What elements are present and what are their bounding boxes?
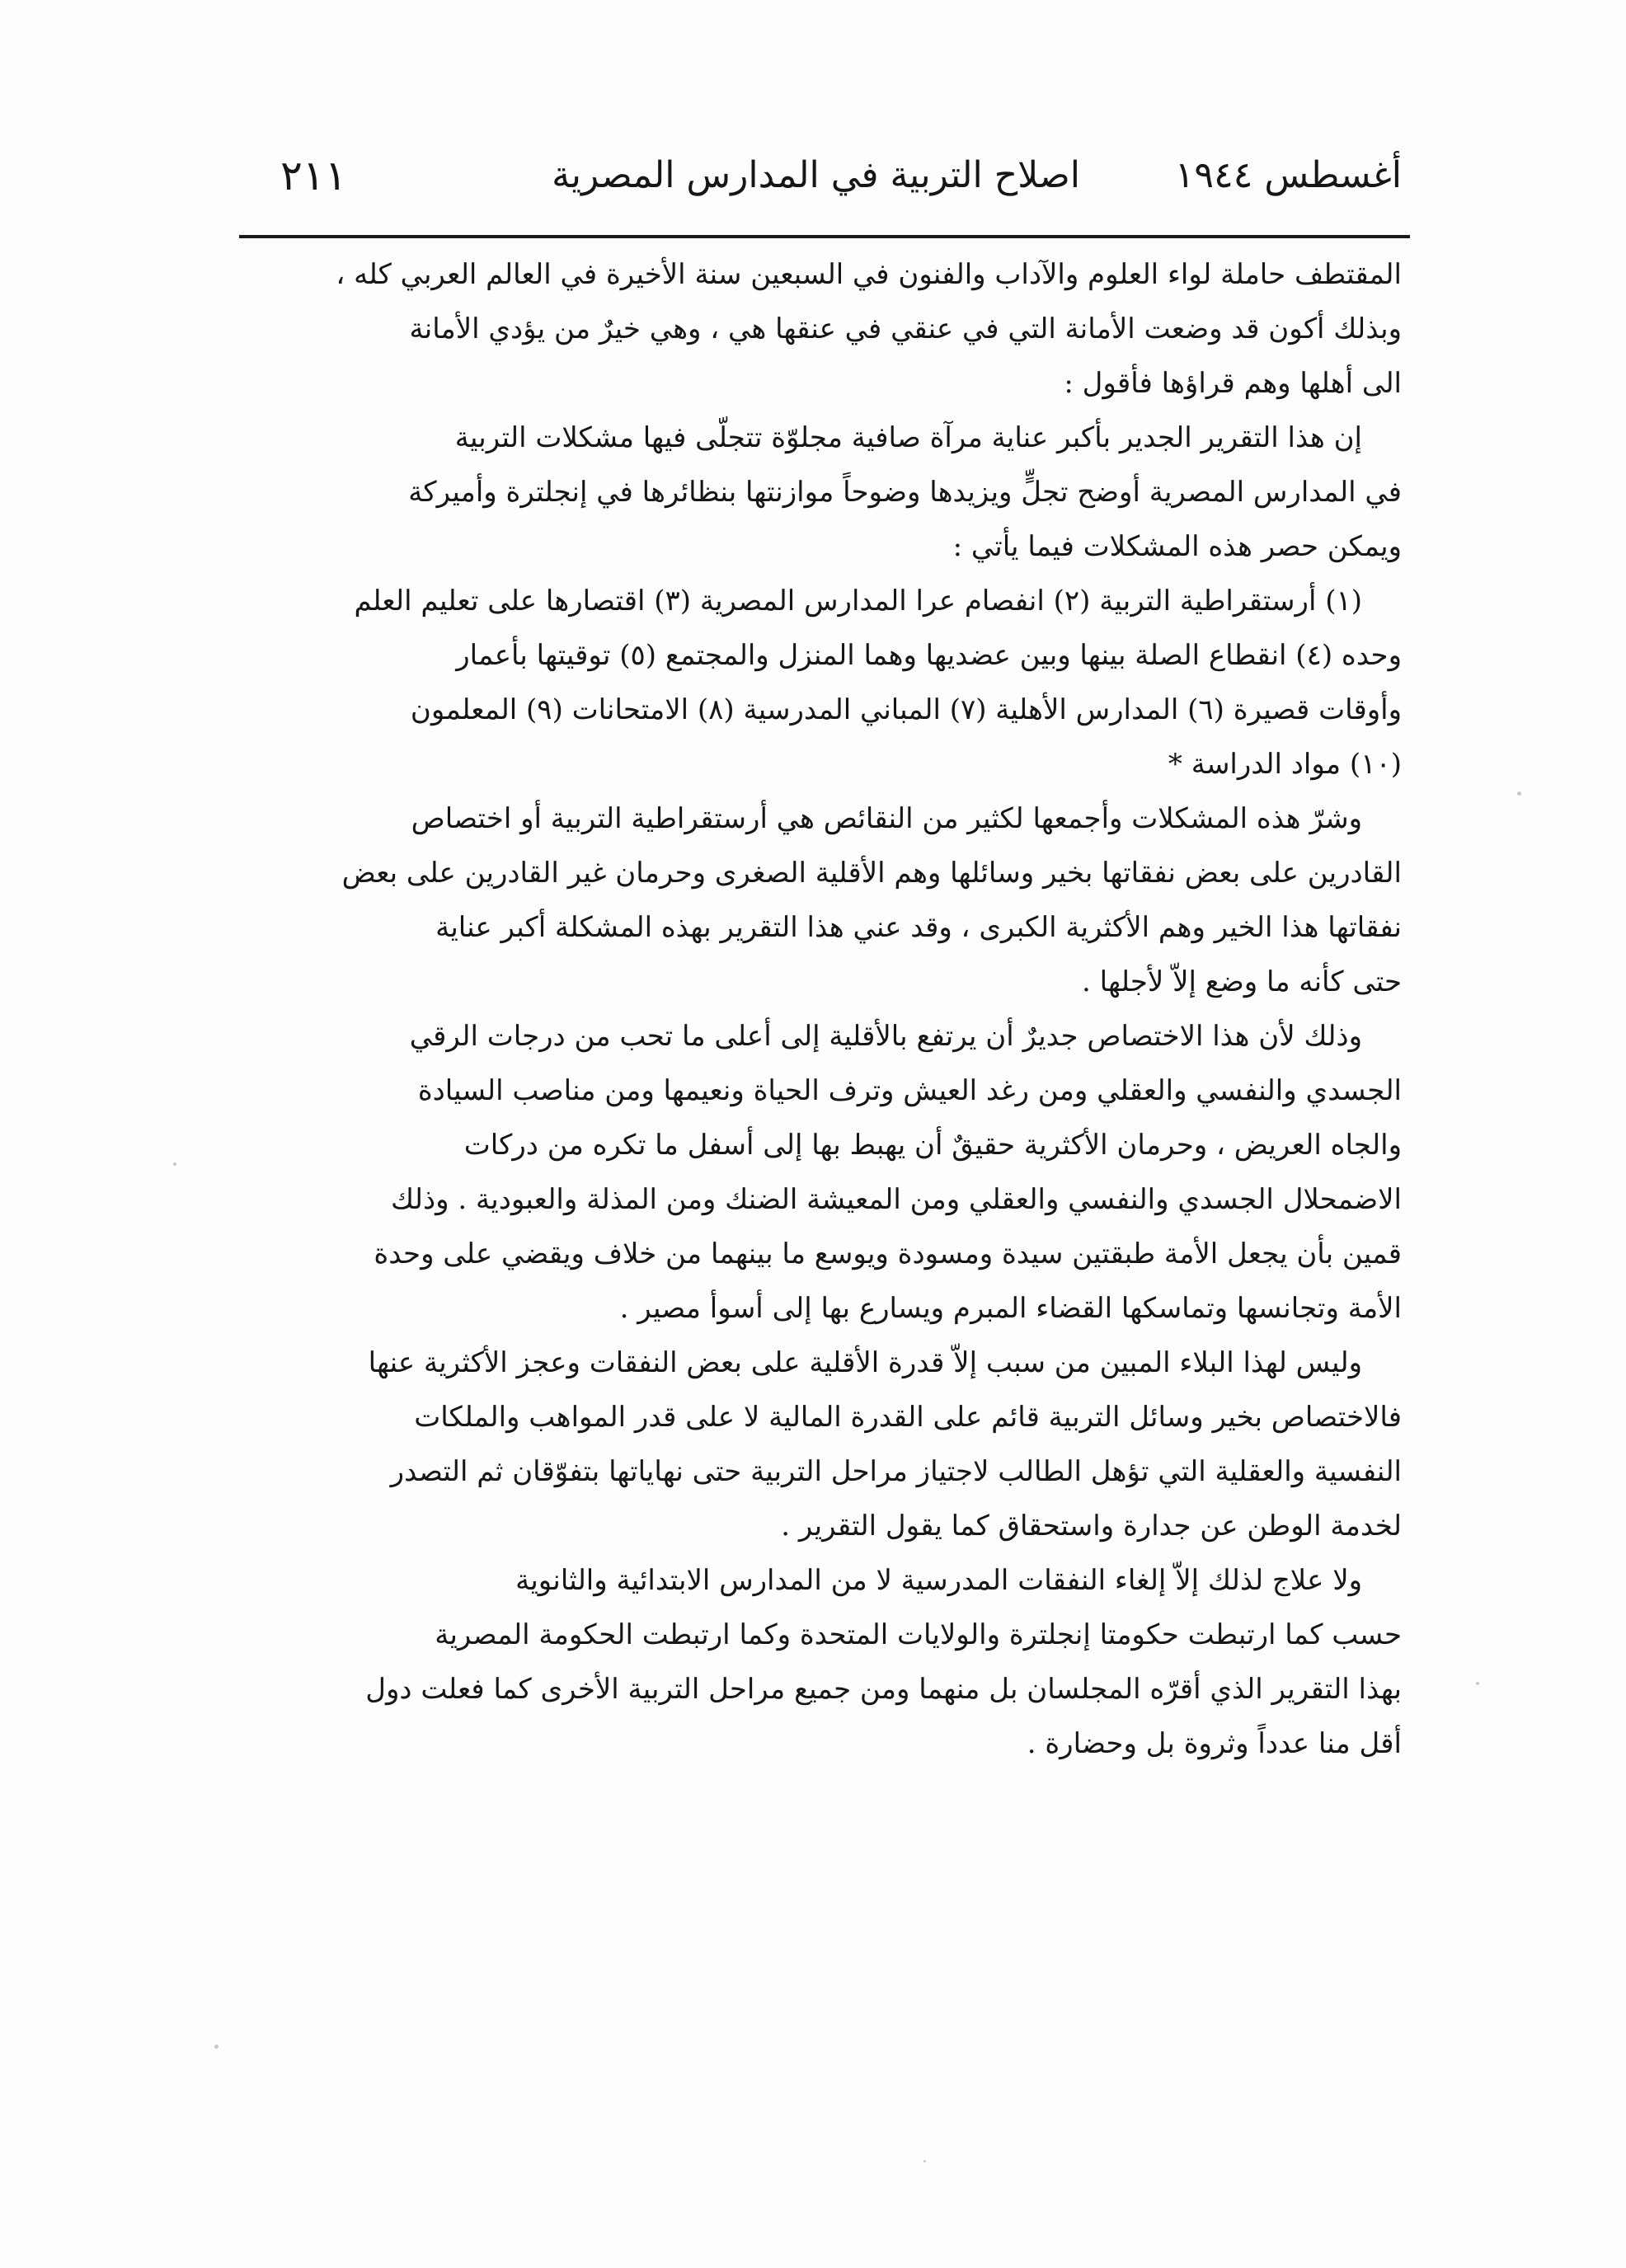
paragraph-1 — [247, 247, 1402, 411]
paragraph-4 — [247, 791, 1402, 1009]
text-line: نفقاتها هذا الخير وهم الأكثرية الكبرى ، وقد عني هذا التقرير بهذه المشكلة أكبر عناية — [435, 911, 1402, 944]
text-line: النفسية والعقلية التي تؤهل الطالب لاجتياز مراحل التربية حتى نهاياتها بتفوّقان ثم التصدر — [390, 1455, 1402, 1488]
text-line: (١٠) مواد الدراسة * — [1168, 748, 1402, 781]
scan-speck — [1517, 791, 1521, 796]
text-line: في المدارس المصرية أوضح تجلٍّ ويزيدها وضوحاً موازنتها بنظائرها في إنجلترة وأميركة — [408, 476, 1402, 509]
text-line: وبذلك أكون قد وضعت الأمانة التي في عنقي في عنقها هي ، وهي خيرٌ من يؤدي الأمانة — [409, 312, 1402, 345]
header-date: أغسطس ١٩٤٤ — [1174, 154, 1402, 196]
text-line: والجاه العريض ، وحرمان الأكثرية حقيقٌ أن يهبط بها إلى أسفل ما تكره من دركات — [463, 1129, 1402, 1162]
text-line: إن هذا التقرير الجدير بأكبر عناية مرآة صافية مجلوّة تتجلّى فيها مشكلات التربية — [454, 421, 1362, 454]
text-line: أقل منا عدداً وثروة بل وحضارة . — [1027, 1727, 1402, 1760]
scan-speck — [923, 2160, 926, 2162]
text-line: وشرّ هذه المشكلات وأجمعها لكثير من النقائص هي أرستقراطية التربية أو اختصاص — [411, 802, 1362, 835]
paragraph-3 — [247, 574, 1402, 791]
text-line: فالاختصاص بخير وسائل التربية قائم على القدرة المالية لا على قدر المواهب والملكات — [414, 1401, 1402, 1434]
text-line: قمين بأن يجعل الأمة طبقتين سيدة ومسودة ويوسع ما بينهما من خلاف ويقضي على وحدة — [374, 1237, 1402, 1270]
text-line: بهذا التقرير الذي أقرّه المجلسان بل منهما ومن جميع مراحل التربية الأخرى كما فعلت دول — [365, 1673, 1402, 1706]
text-line: الأمة وتجانسها وتماسكها القضاء المبرم ويسارع بها إلى أسوأ مصير . — [619, 1292, 1402, 1325]
text-line: ولا علاج لذلك إلاّ إلغاء النفقات المدرسية لا من المدارس الابتدائية والثانوية — [515, 1564, 1362, 1597]
scan-speck — [173, 1162, 176, 1166]
text-line: حتى كأنه ما وضع إلاّ لأجلها . — [1082, 965, 1402, 998]
text-line: وحده (٤) انقطاع الصلة بينها وبين عضديها وهما المنزل والمجتمع (٥) توقيتها بأعمار — [456, 639, 1402, 672]
text-line: ويمكن حصر هذه المشكلات فيما يأتي : — [952, 530, 1402, 563]
text-line: الجسدي والنفسي والعقلي ومن رغد العيش وترف الحياة ونعيمها ومن مناصب السيادة — [417, 1074, 1402, 1107]
text-line: الاضمحلال الجسدي والنفسي والعقلي ومن المعيشة الضنك ومن المذلة والعبودية . وذلك — [391, 1183, 1402, 1216]
text-line: وليس لهذا البلاء المبين من سبب إلاّ قدرة الأقلية على بعض النفقات وعجز الأكثرية عنها — [368, 1346, 1362, 1379]
scan-speck — [214, 2045, 219, 2049]
page-number: ٢١١ — [280, 152, 347, 200]
paragraph-7 — [247, 1553, 1402, 1771]
paragraph-6 — [247, 1336, 1402, 1553]
paragraph-5 — [247, 1009, 1402, 1336]
text-line: القادرين على بعض نفقاتها بخير وسائلها وهم الأقلية الصغرى وحرمان غير القادرين على بعض — [341, 857, 1402, 890]
running-header — [247, 139, 1402, 213]
article-body — [247, 247, 1402, 1771]
text-line: (١) أرستقراطية التربية (٢) انفصام عرا المدارس المصرية (٣) اقتصارها على تعليم العلم — [354, 585, 1362, 617]
header-rule — [239, 235, 1410, 238]
text-line: وأوقات قصيرة (٦) المدارس الأهلية (٧) المباني المدرسية (٨) الامتحانات (٩) المعلمون — [410, 693, 1402, 726]
paragraph-2 — [247, 411, 1402, 574]
text-line: وذلك لأن هذا الاختصاص جديرٌ أن يرتفع بالأقلية إلى أعلى ما تحب من درجات الرقي — [409, 1020, 1362, 1053]
scan-speck — [1476, 1682, 1479, 1685]
header-title: اصلاح التربية في المدارس المصرية — [552, 154, 1080, 196]
text-line: الى أهلها وهم قراؤها فأقول : — [1064, 367, 1402, 400]
text-line: لخدمة الوطن عن جدارة واستحقاق كما يقول التقرير . — [781, 1510, 1402, 1543]
text-line: المقتطف حاملة لواء العلوم والآداب والفنون في السبعين سنة الأخيرة في العالم العربي كله ، — [336, 258, 1402, 291]
text-line: حسب كما ارتبطت حكومتا إنجلترة والولايات المتحدة وكما ارتبطت الحكومة المصرية — [435, 1618, 1402, 1651]
